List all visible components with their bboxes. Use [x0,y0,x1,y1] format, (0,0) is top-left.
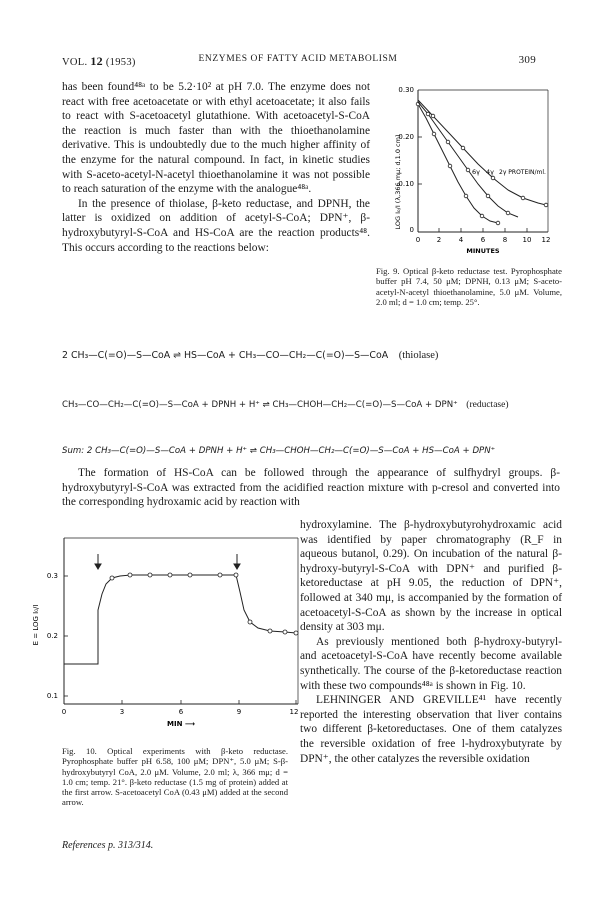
equation-label: (reductase) [466,400,509,410]
fig9-curve-label: 2γ PROTEIN/ml. [499,169,546,176]
fig9-ytick: 0 [409,226,414,234]
fig10-ytick: 0.2 [46,632,58,640]
fig9-xtick: 12 [541,236,551,244]
fig9-x-label: MINUTES [466,247,500,255]
equation-text: Sum: 2 CH₃—C(=O)—S—CoA + DPNH + H⁺ ⇌ CH₃—CHOH—CH₂—C(=O)—S—CoA + HS—CoA + DPN⁺ [62,446,496,456]
fig9-curve-6 [418,104,498,223]
volume-label: VOL. 12 (1953) [62,54,136,68]
equation-text: 2 CH₃—C(=O)—S—CoA ⇌ HS—CoA + CH₃—CO—CH₂—C(=O)—S—CoA [62,350,389,361]
paragraph: LEHNINGER AND GREVILLE⁴¹ have recently reported the interesting observation that liver contains two different β-ketoreductases. One of them catalyzes the reversible oxidation of free l-hydroxybutyrate by DPN⁺, the other catalyzes the reversible oxidation [300,694,562,765]
fig10-ytick: 0.3 [46,572,58,580]
equation-label: (thiolase) [398,350,439,361]
fig10-ytick: 0.1 [46,692,58,700]
fig9-ytick: 0.30 [398,86,414,94]
figure-9 [378,82,558,268]
paragraph: has been found⁴⁸ᵃ to be 5.2·10² at pH 7.0. The enzyme does not react with free acetoacetate or with ethyl acetoacetate; it also fails to react with S-acetoacetyl glutathione. With acetoacetyl-S-CoA the reaction is much faster than with the thioethanolamine derivative. This is undoubtedly due to the much higher affinity of the enzyme for the natural compound. In fact, in kinetic studies with S-aceto-acetyl-N-acetyl thioethanolamine it was not possible to reach saturation of the enzyme with the analogue⁴⁸ᵃ. [62,81,370,196]
left-column-top [62,80,370,255]
fig10-xtick: 6 [178,708,184,716]
paragraph: hydroxylamine. The β-hydroxybutyrohydroxamic acid was identified by paper chromatography (R_F in aqueous butanol, 0.29). On incubation of the natural β-hydroxy-butyryl-S-CoA with DPN⁺ and purified β-ketoreductase at pH 9.05, the reduction of DPN⁺, followed at 340 mμ, is accompanied by the formation of acetoacetyl-S-CoA as shown by the increase in optical density at 303 mμ. [300,519,562,634]
fig10-xtick: 3 [119,708,125,716]
arrow-icon [234,554,240,569]
fig10-xtick: 0 [61,708,67,716]
equation-reductase [62,398,560,412]
figure-9-caption: Fig. 9. Optical β-keto reductase test. Pyrophosphate buffer pH 7.4, 50 μM; DPNH, 0.13 μM; S-aceto-acetyl-N-acetyl thioethanolamine, 5.0 μM. Volume, 2.0 ml; d = 1.0 cm; temp. 25°. [376,266,562,307]
references-footer: References p. 313/314. [62,840,154,851]
fig10-xtick: 12 [289,708,299,716]
fig9-curve-label: 6γ [472,168,480,176]
fig9-curve-label: 4γ [486,168,494,176]
paragraph: As previously mentioned both β-hydroxy-butyryl- and acetoacetyl-S-CoA have recently become available synthetically. The course of the β-ketoreductase reaction with these two compounds⁴⁸ᵃ is shown in Fig. 10. [300,635,562,692]
figure-9-plot [378,82,558,268]
paragraph-full: The formation of HS-CoA can be followed through the appearance of sulfhydryl groups. β-hydroxybutyryl-S-CoA was extracted from the acidified reaction mixture with p-cresol and converted into the corresponding hydroxamic acid by reaction with [62,467,560,509]
fig10-y-label: E = LOG I₀/I [32,604,40,646]
equation-sum [62,444,560,458]
fig9-xtick: 4 [458,236,464,244]
figure-10-plot [30,530,310,740]
fig9-xtick: 2 [436,236,442,244]
fig10-curve [64,575,296,664]
fig10-xtick: 9 [236,708,242,716]
fig9-xtick: 6 [480,236,486,244]
fig9-xtick: 10 [522,236,532,244]
right-column-bottom [300,518,562,766]
fig9-xtick: 0 [415,236,421,244]
fig9-xtick: 8 [502,236,508,244]
running-title: ENZYMES OF FATTY ACID METABOLISM [198,54,398,64]
figure-10 [30,530,310,740]
paragraph: In the presence of thiolase, β-keto reductase, and DPNH, the latter is oxidized on addition of acetyl-S-CoA; DPN⁺, β-hydroxybutyryl-S-CoA and HS-CoA are the reaction products⁴⁸. This occurs according to the reactions below: [62,197,370,254]
figure-10-caption: Fig. 10. Optical experiments with β-keto reductase. Pyrophosphate buffer pH 6.58, 100 μM; DPN⁺, 5.0 μM; S-β-hydroxybutyryl CoA, 2.0 μM. Volume, 2.0 ml; λ, 366 mμ; d = 1.0 cm; temp. 21°. β-keto reductase (1.5 mg of protein) added at the first arrow. S-acetoacetyl CoA (0.43 μM) added at the second arrow. [62,746,288,808]
fig9-y-label: LOG I₀/I (λ,366 mμ; d,1.0 cm) [394,134,402,230]
equation-text: CH₃—CO—CH₂—C(=O)—S—CoA + DPNH + H⁺ ⇌ CH₃—CHOH—CH₂—C(=O)—S—CoA + DPN⁺ [62,400,458,410]
page-number: 309 [518,54,536,66]
equation-thiolase [62,349,560,362]
fig9-ytick: 0.20 [398,133,414,141]
arrow-icon [95,554,101,569]
fig10-x-label: MIN ⟶ [167,720,195,728]
fig9-ytick: 0.10 [398,180,414,188]
